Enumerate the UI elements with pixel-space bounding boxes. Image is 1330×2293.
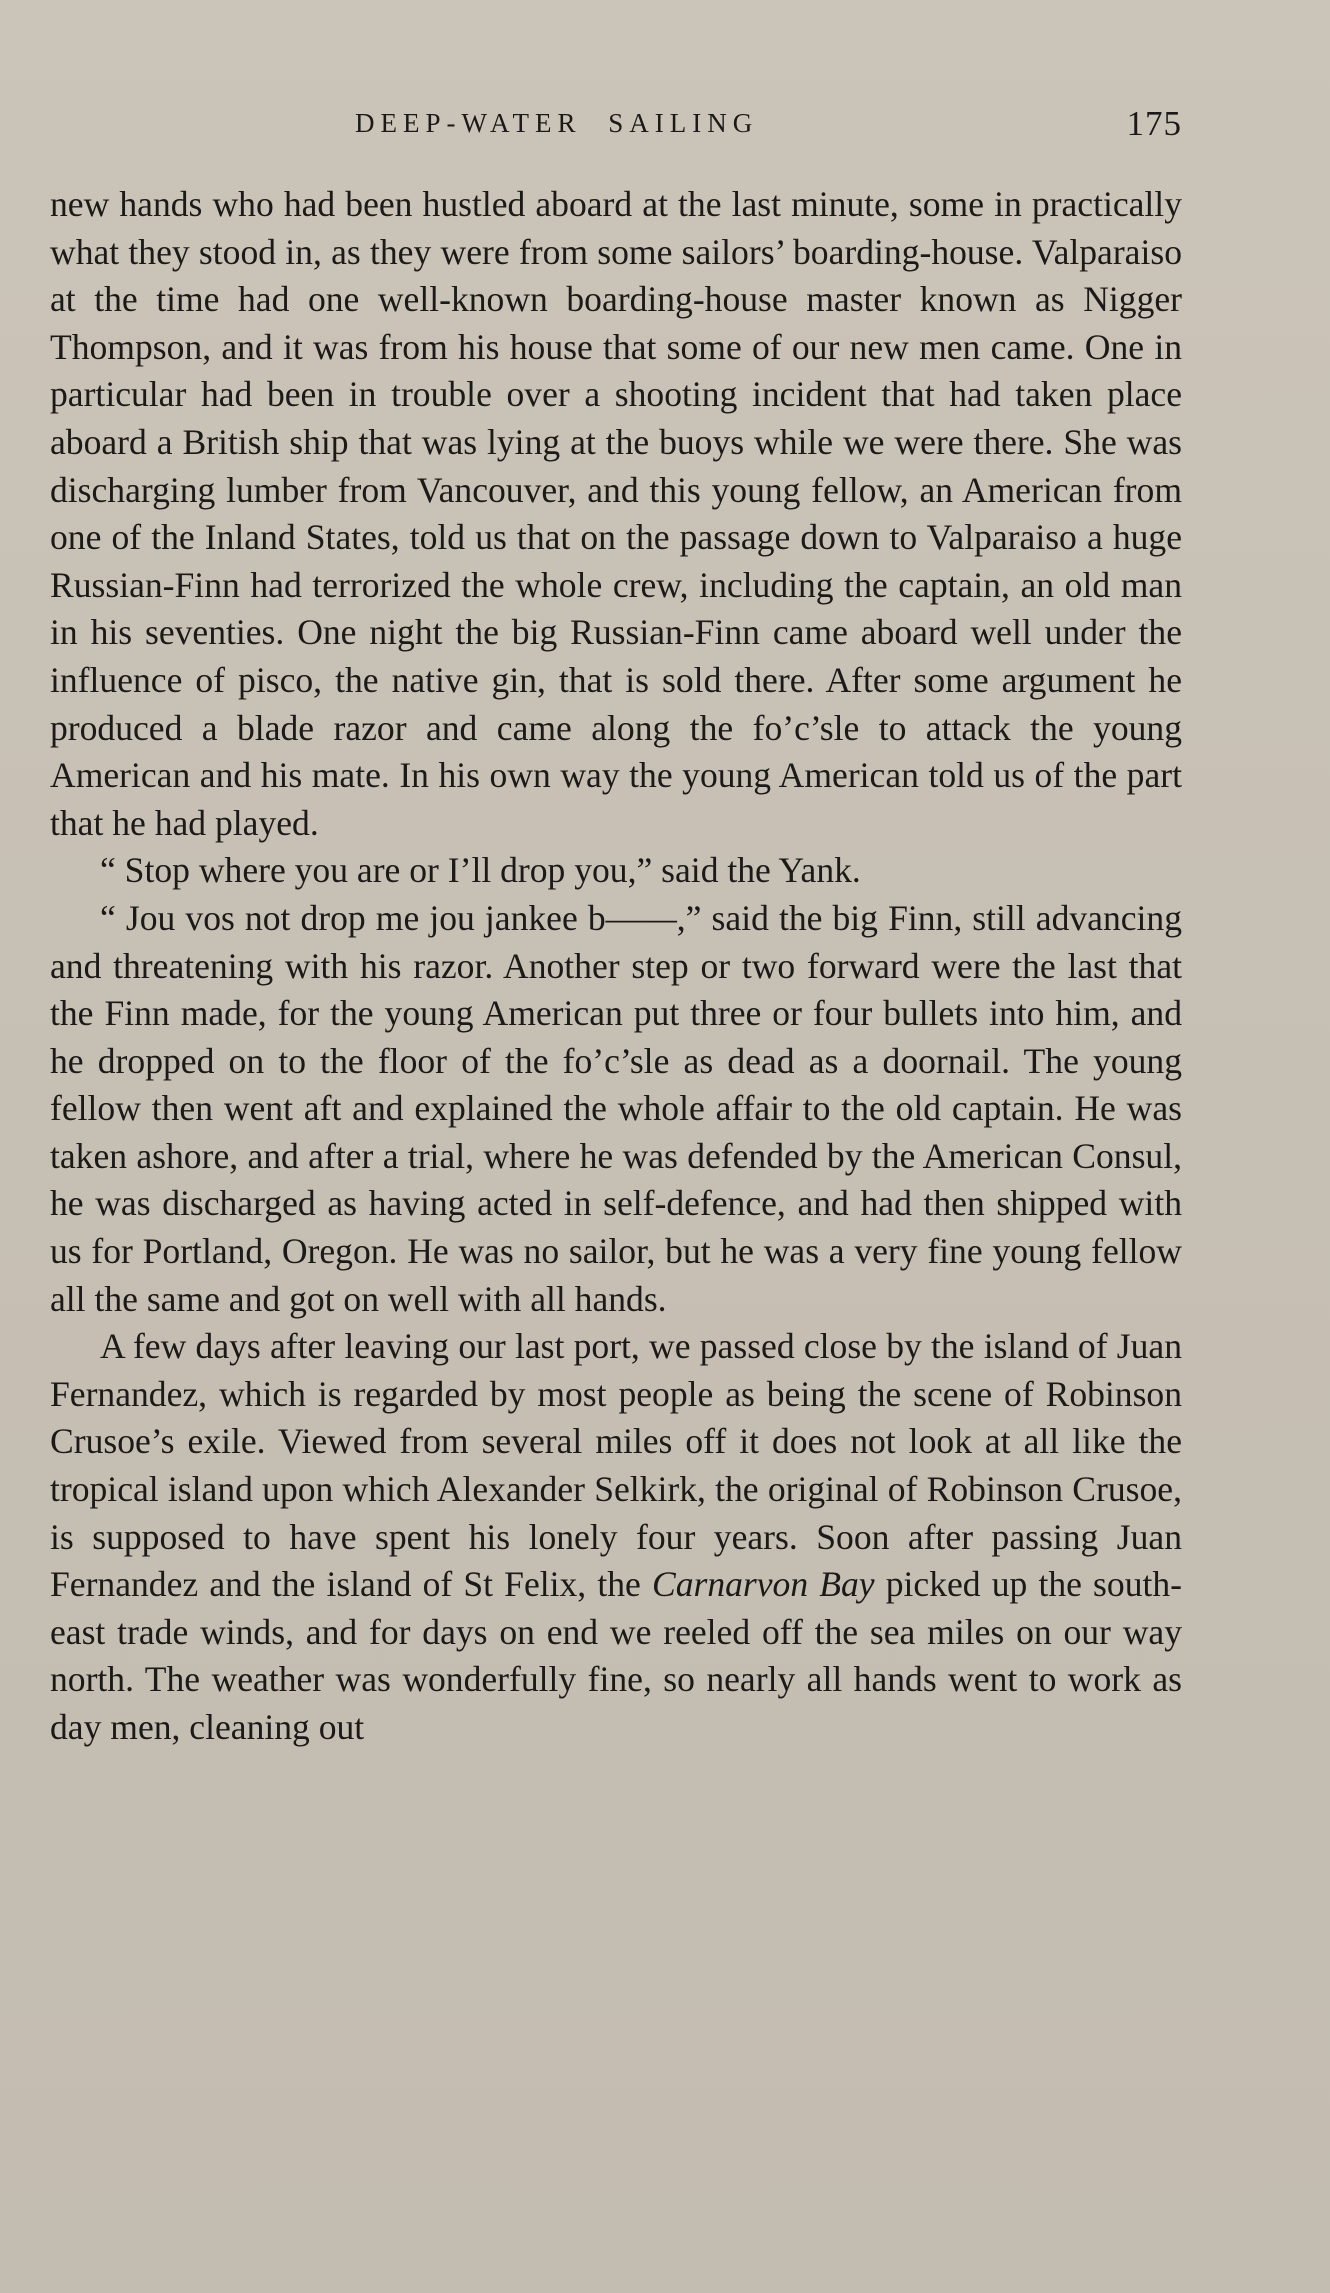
paragraph-dialogue-finn: “ Jou vos not drop me jou jankee b——,” said the big Finn, still advancing and threatening with his razor. Another step or two forward were the last that the Finn made, for the young American put three or four bullets into him, and he dropped on to the floor of the fo’c’sle as dead as a doornail. The young fellow then went aft and explained the whole affair to the old captain. He was taken ashore, and after a trial, where he was defended by the American Consul, he was discharged as having acted in self-defence, and had then shipped with us for Portland, Oregon. He was no sailor, but he was a very fine young fellow all the same and got on well with all hands. (50, 897, 1182, 1319)
paragraph-dialogue-yank: “ Stop where you are or I’ll drop you,” said the Yank. (100, 850, 861, 891)
paragraph-text-before-ship: A few days after leaving our last port, we passed close by the island of Juan Fernandez, which is regarded by most people as being the scene of Robinson Crusoe’s exile. Viewed from several miles off it does not look at all like the tropical island upon which Alexander Selkirk, the original of Robinson Crusoe, is supposed to have spent his lonely four years. Soon after passing Juan Fernandez and the island of St Felix, the (50, 1326, 1182, 1605)
paragraph-juan-fernandez (50, 1323, 1182, 1751)
paragraph-continued: new hands who had been hustled aboard at the last minute, some in practically what they stood in, as they were from some sailors’ boarding-house. Valparaiso at the time had one well-known boarding-house master known as Nigger Thompson, and it was from his house that some of our new men came. One in particular had been in trouble over a shooting incident that had taken place aboard a British ship that was lying at the buoys while we were there. She was discharging lumber from Vancouver, and this young fellow, an American from one of the Inland States, told us that on the passage down to Valparaiso a huge Russian-Finn had terrorized the whole crew, including the captain, an old man in his seventies. One night the big Russian-Finn came aboard well under the influence of pisco, the native gin, that is sold there. After some argument he produced a blade razor and came along the fo’c’sle to attack the young American and his mate. In his own way the young American told us of the part that he had played. (50, 184, 1182, 843)
page-number: 175 (1126, 104, 1182, 143)
running-title: DEEP-WATER SAILING (355, 108, 759, 138)
ship-name: Carnarvon Bay (651, 1564, 875, 1605)
paragraph-text-after-ship: picked up the south-east trade winds, and for days on end we reeled off the sea miles on our way north. The weather was wonderfully fine, so nearly all hands went to work as day men, cleaning out (50, 1564, 1182, 1747)
book-page (50, 100, 1182, 1752)
text-body (50, 181, 1182, 1752)
running-head (50, 100, 1182, 160)
